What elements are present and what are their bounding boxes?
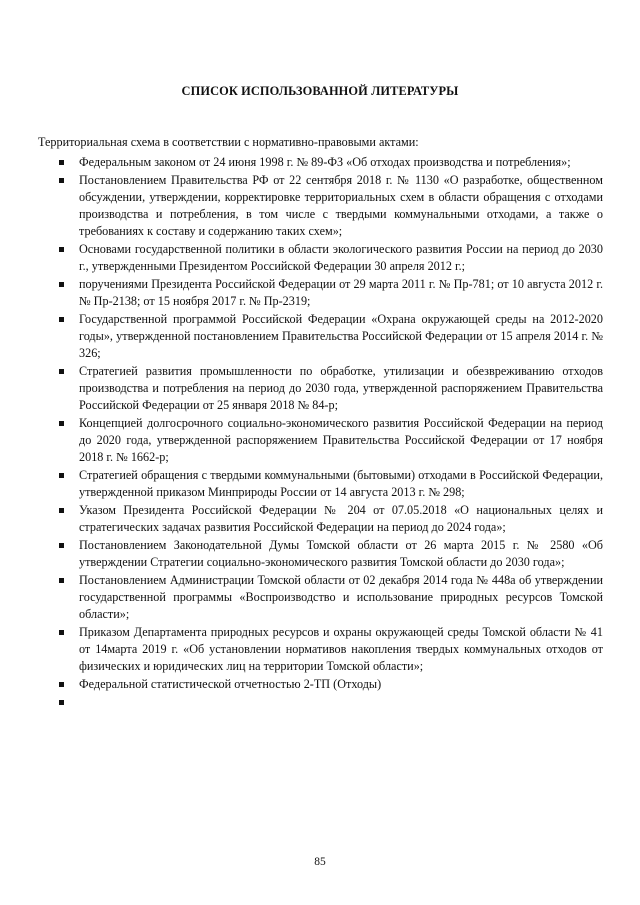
bullet-icon xyxy=(59,473,64,478)
reference-item xyxy=(79,363,603,414)
reference-text: Указом Президента Российской Федерации № 204 от 07.05.2018 «О национальных целях и стратегических задачах развития Российской Федерации на период до 2024 года»; xyxy=(79,503,603,534)
page-title: СПИСОК ИСПОЛЬЗОВАННОЙ ЛИТЕРАТУРЫ xyxy=(181,84,459,98)
bullet-icon xyxy=(59,317,64,322)
reference-item xyxy=(79,467,603,501)
bullet-icon xyxy=(59,630,64,635)
bullet-icon xyxy=(59,682,64,687)
bullet-icon xyxy=(59,247,64,252)
bullet-icon xyxy=(59,508,64,513)
reference-item xyxy=(79,241,603,275)
bullet-icon xyxy=(59,700,64,705)
reference-item xyxy=(79,415,603,466)
reference-text: Постановлением Правительства РФ от 22 сентября 2018 г. № 1130 «О разработке, общественном обсуждении, утверждении, корректировке территориальных схем в области обращения с отходами производства и потребления, в том числе с твердыми коммунальными отходами, а также о требованиях к составу и содержанию таких схем»; xyxy=(79,173,603,238)
reference-item xyxy=(79,537,603,571)
bullet-icon xyxy=(59,282,64,287)
bullet-icon xyxy=(59,178,64,183)
bullet-icon xyxy=(59,421,64,426)
reference-item-empty xyxy=(79,694,603,711)
bullet-icon xyxy=(59,160,64,165)
reference-item xyxy=(79,624,603,675)
reference-item xyxy=(79,276,603,310)
reference-text: Федеральным законом от 24 июня 1998 г. № 89-ФЗ «Об отходах производства и потребления»; xyxy=(79,155,571,169)
reference-text: Стратегией развития промышленности по обработке, утилизации и обезвреживанию отходов производства и потребления на период до 2030 года, утвержденной распоряжением Правительства Российской Федерации от 25 января 2018 № 84-р; xyxy=(79,364,603,412)
reference-text: Федеральной статистической отчетностью 2-ТП (Отходы) xyxy=(79,677,382,691)
reference-text: Стратегией обращения с твердыми коммунальными (бытовыми) отходами в Российской Федерации, утвержденной приказом Минприроды России от 14 августа 2013 г. № 298; xyxy=(79,468,603,499)
reference-text: Государственной программой Российской Федерации «Охрана окружающей среды на 2012-2020 годы», утвержденной постановлением Правительства Российской Федерации от 15 апреля 2014 г. № 326; xyxy=(79,312,603,360)
reference-text: поручениями Президента Российской Федерации от 29 марта 2011 г. № Пр-781; от 10 августа 2012 г. № Пр-2138; от 15 ноября 2017 г. № Пр-2319; xyxy=(79,277,603,308)
reference-item xyxy=(79,311,603,362)
reference-text: Постановлением Законодательной Думы Томской области от 26 марта 2015 г. № 2580 «Об утверждении Стратегии социально-экономического развития Томской области до 2030 года»; xyxy=(79,538,603,569)
reference-item xyxy=(79,676,603,693)
intro-text: Территориальная схема в соответствии с нормативно-правовыми актами: xyxy=(38,135,419,149)
reference-item xyxy=(79,572,603,623)
bullet-icon xyxy=(59,578,64,583)
reference-item xyxy=(79,172,603,240)
reference-list xyxy=(0,154,603,712)
reference-text: Концепцией долгосрочного социально-экономического развития Российской Федерации на период до 2020 года, утвержденной распоряжением Правительства Российской Федерации от 17 ноября 2018 г. № 1662-р; xyxy=(79,416,603,464)
reference-text: Постановлением Администрации Томской области от 02 декабря 2014 года № 448а об утверждении государственной программы «Воспроизводство и использование природных ресурсов Томской области»; xyxy=(79,573,603,621)
bullet-icon xyxy=(59,543,64,548)
bullet-icon xyxy=(59,369,64,374)
reference-text: Основами государственной политики в области экологического развития России на период до 2030 г., утвержденными Президентом Российской Федерации 30 апреля 2012 г.; xyxy=(79,242,603,273)
reference-text: Приказом Департамента природных ресурсов и охраны окружающей среды Томской области № 41 от 14марта 2019 г. «Об установлении нормативов накопления твердых коммунальных отходов от физических и юридических лиц на территории Томской области»; xyxy=(79,625,603,673)
page-number: 85 xyxy=(314,856,326,868)
reference-item xyxy=(79,154,603,171)
reference-item xyxy=(79,502,603,536)
